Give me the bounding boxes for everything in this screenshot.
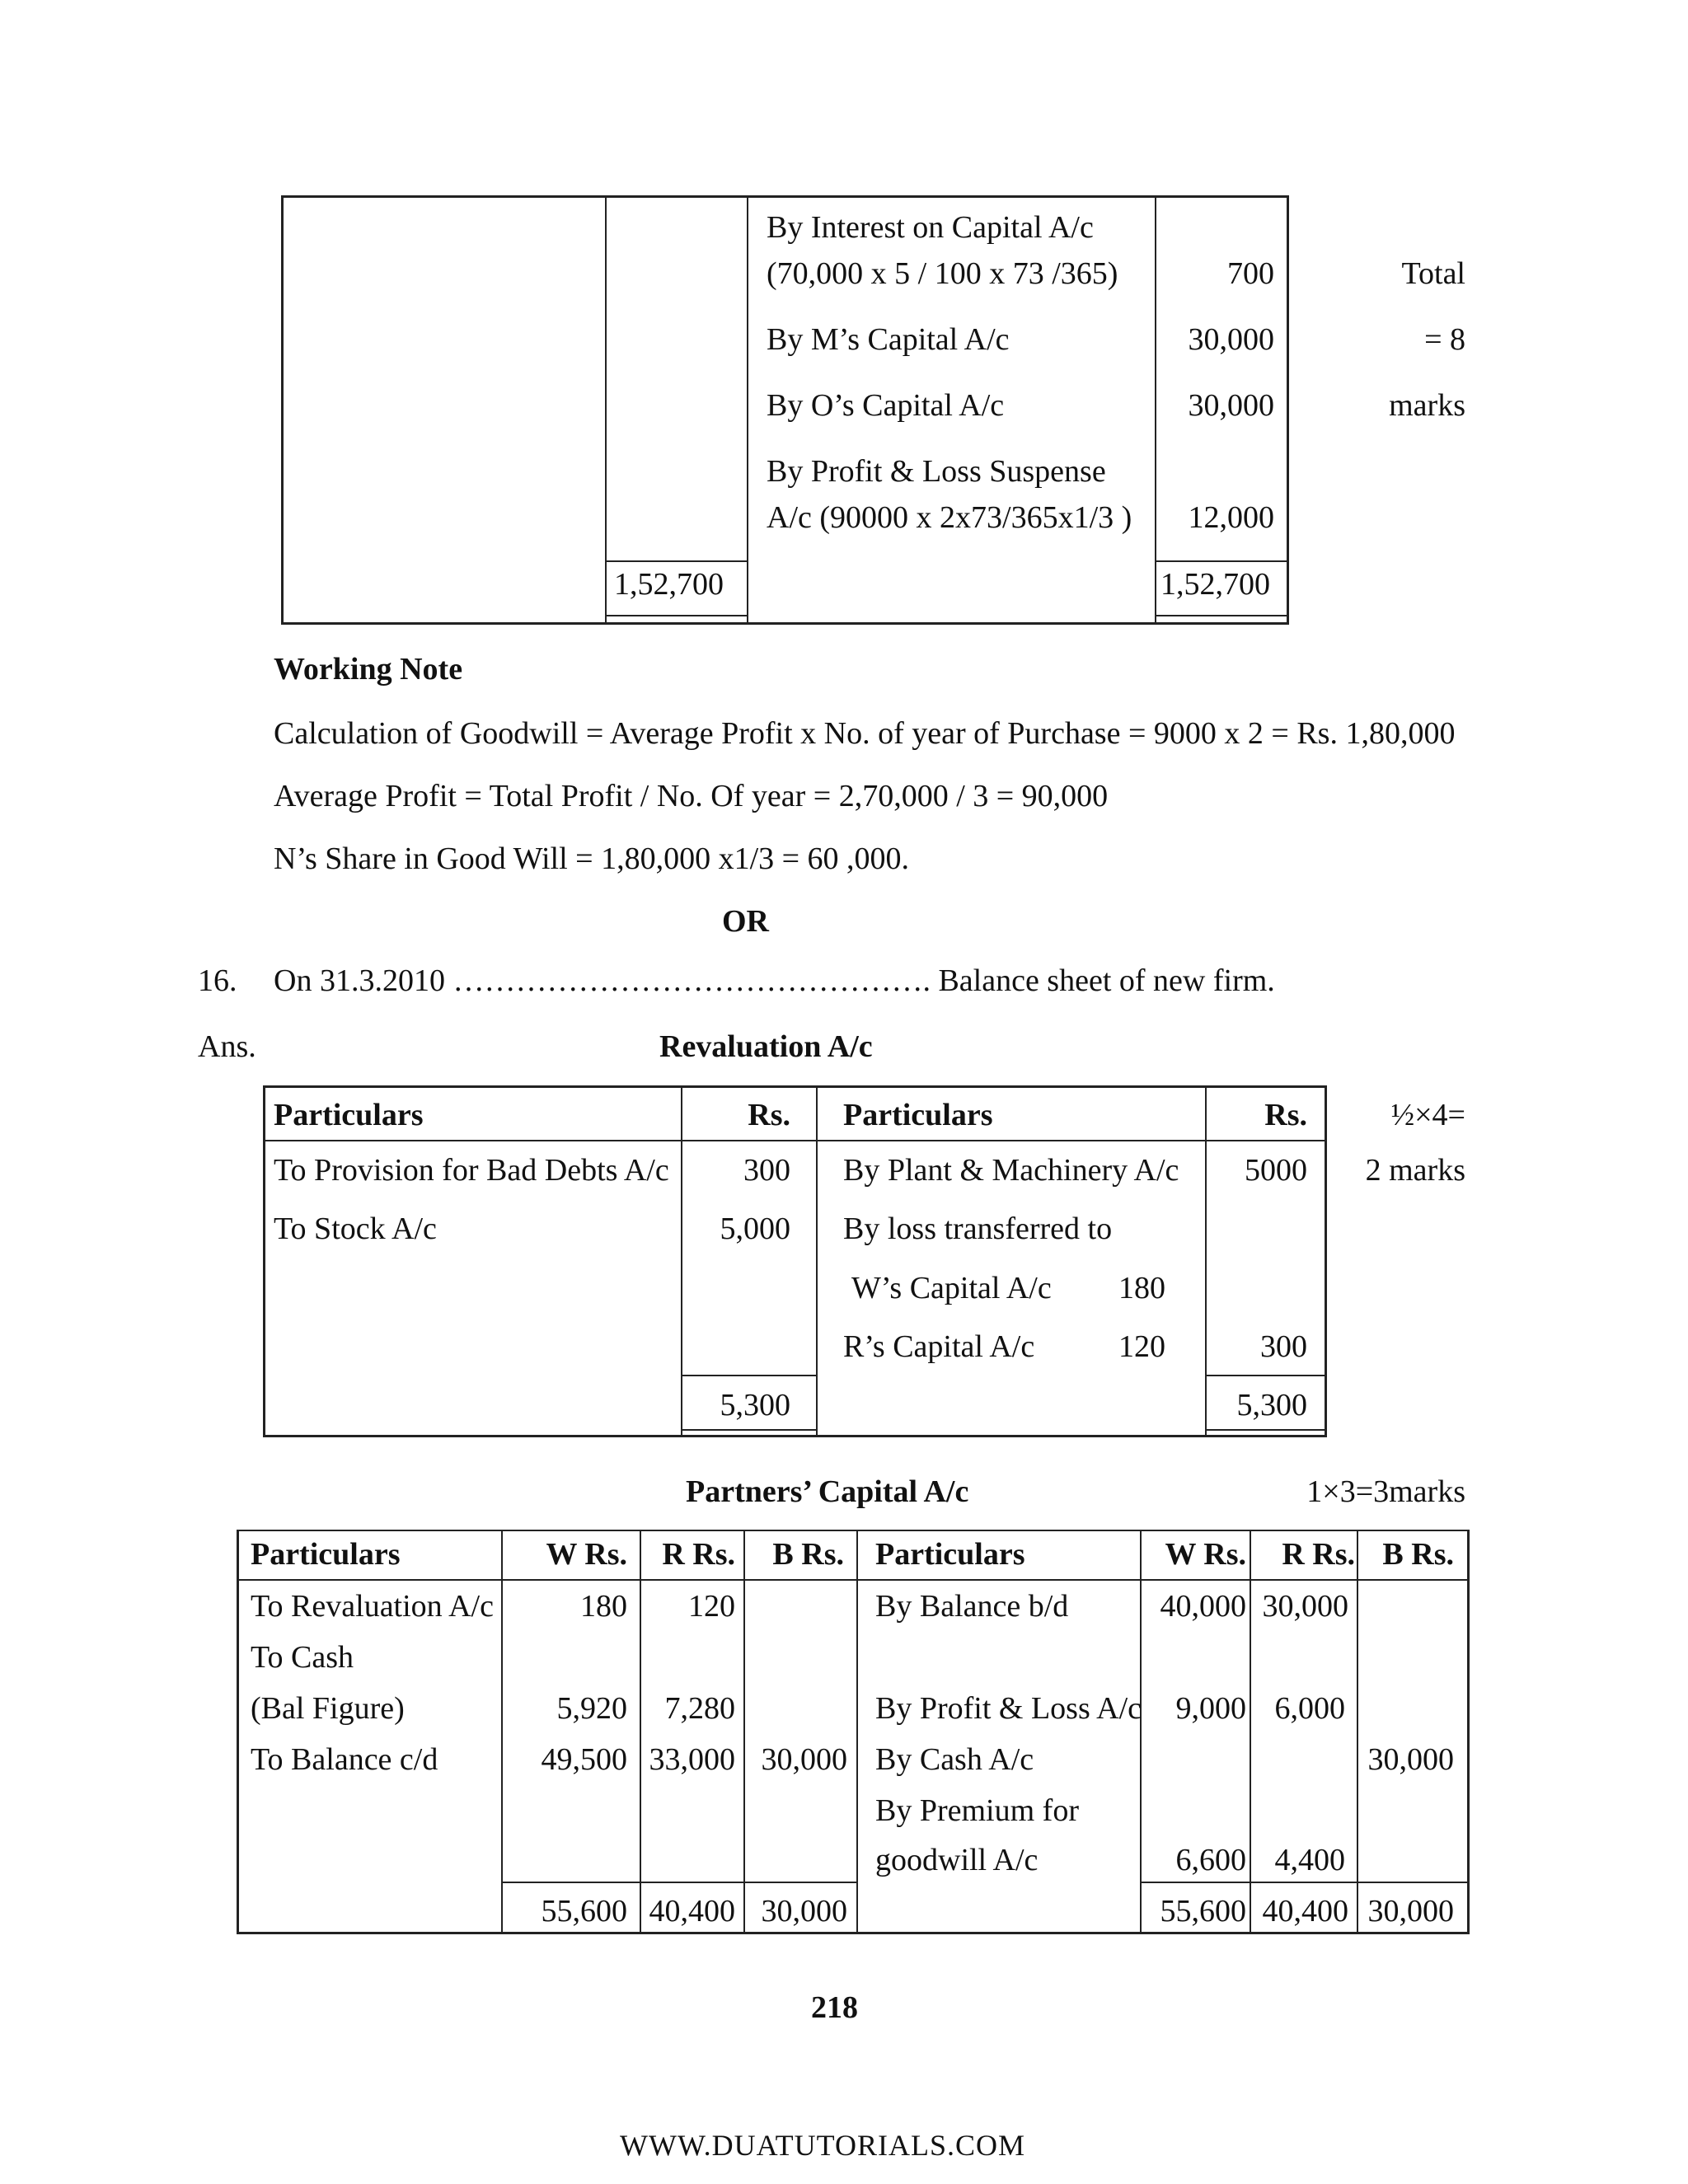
cap-debit-r: 7,280 bbox=[664, 1691, 735, 1726]
cap-debit-b: 30,000 bbox=[761, 1742, 847, 1777]
reval-debit-amount: 5,000 bbox=[720, 1212, 790, 1246]
cap-credit-label: By Cash A/c bbox=[875, 1742, 1034, 1777]
cap-credit-w: 9,000 bbox=[1175, 1691, 1246, 1726]
revaluation-title: Revaluation A/c bbox=[659, 1029, 873, 1064]
cap-debit-label: To Balance c/d bbox=[251, 1742, 438, 1777]
cap-credit-label: By Profit & Loss A/c bbox=[875, 1691, 1142, 1726]
reval-debit-amount: 300 bbox=[743, 1153, 790, 1188]
credit-item-4-line2: A/c (90000 x 2x73/365x1/3 ) bbox=[767, 500, 1132, 535]
reval-credit-label: R’s Capital A/c bbox=[843, 1329, 1035, 1364]
credit-item-1-line1: By Interest on Capital A/c bbox=[767, 210, 1094, 245]
marks-note-line1: Total bbox=[1401, 256, 1465, 291]
cap-debit-label: To Cash bbox=[251, 1640, 354, 1675]
cap-debit-w: 49,500 bbox=[541, 1742, 627, 1777]
reval-credit-label: By Plant & Machinery A/c bbox=[843, 1153, 1179, 1188]
cap-credit-label: By Premium for bbox=[875, 1793, 1079, 1828]
working-note-line: Average Profit = Total Profit / No. Of year = 2,70,000 / 3 = 90,000 bbox=[274, 779, 1109, 813]
header-rs-cr: Rs. bbox=[1264, 1098, 1307, 1132]
cap-total-dr-b: 30,000 bbox=[761, 1894, 847, 1929]
credit-item-1-amount: 700 bbox=[1227, 256, 1274, 291]
working-note-line: N’s Share in Good Will = 1,80,000 x1/3 = 60 ,000. bbox=[274, 841, 910, 876]
cap-debit-r: 120 bbox=[688, 1589, 735, 1624]
cap-total-dr-w: 55,600 bbox=[541, 1894, 627, 1929]
reval-debit-label: To Stock A/c bbox=[274, 1212, 437, 1246]
debit-total: 1,52,700 bbox=[614, 567, 724, 602]
credit-item-4-line1: By Profit & Loss Suspense bbox=[767, 454, 1106, 489]
credit-item-3-amount: 30,000 bbox=[1188, 388, 1274, 423]
reval-total-cr: 5,300 bbox=[1236, 1388, 1307, 1422]
capital-title: Partners’ Capital A/c bbox=[686, 1474, 969, 1509]
credit-item-2-amount: 30,000 bbox=[1188, 322, 1274, 357]
cap-header-particulars-dr: Particulars bbox=[251, 1537, 401, 1572]
cap-header-particulars-cr: Particulars bbox=[875, 1537, 1025, 1572]
cap-credit-label: By Balance b/d bbox=[875, 1589, 1069, 1624]
reval-marks-line2: 2 marks bbox=[1365, 1153, 1465, 1188]
cap-header-b-dr: B Rs. bbox=[772, 1537, 844, 1572]
cap-credit-r: 4,400 bbox=[1274, 1843, 1345, 1877]
reval-total-dr: 5,300 bbox=[720, 1388, 790, 1422]
cap-credit-r: 30,000 bbox=[1262, 1589, 1348, 1624]
cap-credit-label: goodwill A/c bbox=[875, 1843, 1039, 1877]
cap-debit-label: To Revaluation A/c bbox=[251, 1589, 494, 1624]
footer-url: WWW.DUATUTORIALS.COM bbox=[620, 2129, 1025, 2162]
cap-header-w-cr: W Rs. bbox=[1165, 1537, 1246, 1572]
cap-total-cr-r: 40,400 bbox=[1262, 1894, 1348, 1929]
capital-marks: 1×3=3marks bbox=[1306, 1474, 1465, 1509]
cap-total-dr-r: 40,400 bbox=[649, 1894, 735, 1929]
cap-credit-w: 6,600 bbox=[1175, 1843, 1246, 1877]
cap-total-cr-b: 30,000 bbox=[1367, 1894, 1454, 1929]
cap-debit-r: 33,000 bbox=[649, 1742, 735, 1777]
reval-credit-sub: 120 bbox=[1118, 1329, 1165, 1364]
cap-debit-label: (Bal Figure) bbox=[251, 1691, 405, 1726]
question-number: 16. bbox=[198, 963, 237, 998]
header-particulars-dr: Particulars bbox=[274, 1098, 424, 1132]
working-note-line: Calculation of Goodwill = Average Profit x No. of year of Purchase = 9000 x 2 = Rs. 1,80,000 bbox=[274, 716, 1456, 751]
cap-total-cr-w: 55,600 bbox=[1160, 1894, 1246, 1929]
credit-item-4-amount: 12,000 bbox=[1188, 500, 1274, 535]
cap-credit-w: 40,000 bbox=[1160, 1589, 1246, 1624]
reval-credit-sub: 180 bbox=[1118, 1271, 1165, 1305]
cap-header-r-cr: R Rs. bbox=[1282, 1537, 1355, 1572]
reval-debit-label: To Provision for Bad Debts A/c bbox=[274, 1153, 669, 1188]
credit-item-3-label: By O’s Capital A/c bbox=[767, 388, 1005, 423]
cap-debit-w: 5,920 bbox=[556, 1691, 627, 1726]
reval-marks-line1: ½×4= bbox=[1390, 1098, 1465, 1132]
page-number: 218 bbox=[811, 1990, 858, 2025]
question-text: On 31.3.2010 ………………………………………. Balance sheet of new firm. bbox=[274, 963, 1275, 998]
cap-header-w-dr: W Rs. bbox=[546, 1537, 627, 1572]
header-particulars-cr: Particulars bbox=[843, 1098, 993, 1132]
header-rs-dr: Rs. bbox=[748, 1098, 790, 1132]
working-note-heading: Working Note bbox=[274, 652, 463, 687]
reval-credit-label: By loss transferred to bbox=[843, 1212, 1113, 1246]
answer-label: Ans. bbox=[198, 1029, 256, 1064]
cap-header-b-cr: B Rs. bbox=[1382, 1537, 1454, 1572]
reval-credit-amount: 5000 bbox=[1245, 1153, 1307, 1188]
cap-header-r-dr: R Rs. bbox=[662, 1537, 735, 1572]
credit-total: 1,52,700 bbox=[1160, 567, 1270, 602]
credit-item-2-label: By M’s Capital A/c bbox=[767, 322, 1010, 357]
cap-debit-w: 180 bbox=[580, 1589, 627, 1624]
reval-credit-label: W’s Capital A/c bbox=[851, 1271, 1052, 1305]
reval-credit-amount: 300 bbox=[1260, 1329, 1307, 1364]
credit-item-1-line2: (70,000 x 5 / 100 x 73 /365) bbox=[767, 256, 1118, 291]
cap-credit-b: 30,000 bbox=[1367, 1742, 1454, 1777]
marks-note-line3: marks bbox=[1389, 388, 1465, 423]
or-divider: OR bbox=[722, 904, 769, 939]
cap-credit-r: 6,000 bbox=[1274, 1691, 1345, 1726]
marks-note-line2: = 8 bbox=[1424, 322, 1465, 357]
